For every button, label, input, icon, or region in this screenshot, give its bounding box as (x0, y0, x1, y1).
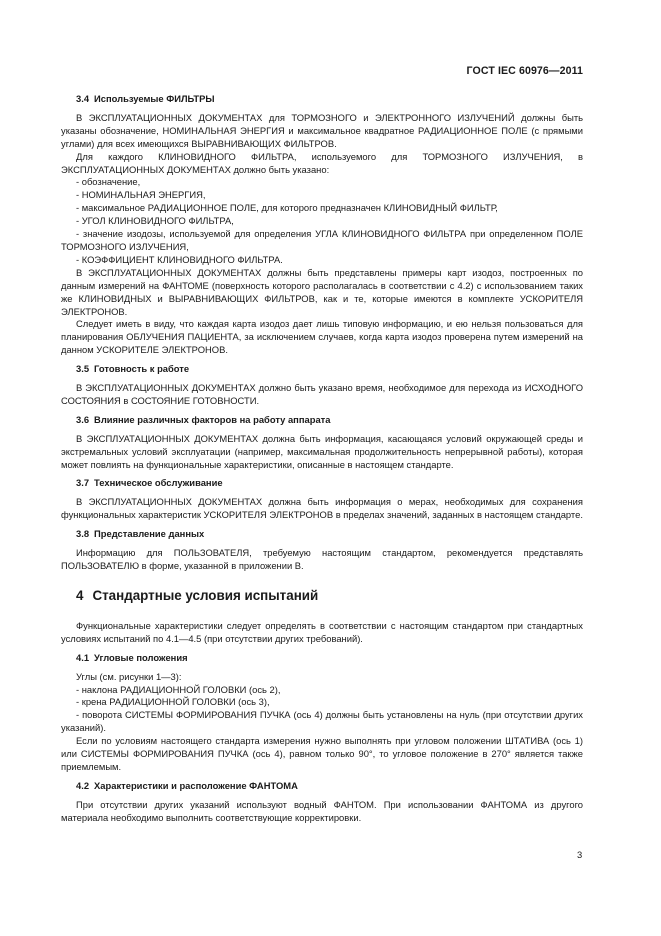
list-item: - максимальное РАДИАЦИОННОЕ ПОЛЕ, для которого предназначен КЛИНОВИДНЫЙ ФИЛЬТР, (76, 202, 498, 214)
list-item: - УГОЛ КЛИНОВИДНОГО ФИЛЬТРА, (76, 215, 234, 227)
paragraph: Функциональные характеристики следует определять в соответствии с настоящим стандартом при стандартных условиях испытаний по 4.1—4.5 (при отсутствии других требований). (61, 619, 583, 644)
list-item: - КОЭФФИЦИЕНТ КЛИНОВИДНОГО ФИЛЬТРА. (76, 253, 283, 265)
list-intro: Углы (см. рисунки 1—3): (76, 670, 182, 682)
section-3-5-heading (61, 363, 583, 376)
paragraph: Следует иметь в виду, что каждая карта изодоз дает лишь типовую информацию, и ею нельзя пользоваться для планирования ОБЛУЧЕНИЯ ПАЦИЕНТА, за исключением случаев, когда карта изодоз проверена путем измерений на данном УСКОРИТЕЛЕ ЭЛЕКТРОНОВ. (61, 318, 583, 356)
section-3-8-heading (61, 528, 583, 541)
paragraph: Для каждого КЛИНОВИДНОГО ФИЛЬТРА, используемого для ТОРМОЗНОГО ИЗЛУЧЕНИЯ, в ЭКСПЛУАТАЦИОННЫХ ДОКУМЕНТАХ должно быть указано: (61, 150, 583, 175)
section-4-2-heading (61, 780, 583, 793)
list-item: - обозначение, (76, 176, 141, 188)
section-number: 3.5 (76, 363, 90, 375)
paragraph: В ЭКСПЛУАТАЦИОННЫХ ДОКУМЕНТАХ должны быть представлены примеры карт изодоз, построенных по данным измерений на ФАНТОМЕ (поверхность которого располагалась в соответствии с 4.2) с использованием таких же КЛИНОВИДНЫХ и ВЫРАВНИВАЮЩИХ ФИЛЬТРОВ, как и те, которые имеются в комплекте УСКОРИТЕЛЯ ЭЛЕКТРОНОВ. (61, 266, 583, 317)
section-number: 3.7 (76, 477, 90, 489)
section-3-7-heading (61, 477, 583, 490)
paragraph: Если по условиям настоящего стандарта измерения нужно выполнять при угловом положении ШТАТИВА (ось 1) или СИСТЕМЫ ФОРМИРОВАНИЯ ПУЧКА (ось 4), равном только 90°, то угловое положение в 270° является также приемлемым. (61, 735, 583, 772)
section-number: 4.2 (76, 779, 90, 791)
paragraph: В ЭКСПЛУАТАЦИОННЫХ ДОКУМЕНТАХ должна быть информация о мерах, необходимых для сохранения функциональных характеристик УСКОРИТЕЛЯ ЭЛЕКТРОНОВ в пределах значений, заданных в настоящем стандарте. (61, 496, 583, 521)
list-item: - наклона РАДИАЦИОННОЙ ГОЛОВКИ (ось 2), (76, 683, 281, 695)
section-title: Характеристики и расположение ФАНТОМА (94, 779, 298, 791)
paragraph: При отсутствии других указаний используют водный ФАНТОМ. При использовании ФАНТОМА из другого материала необходимо выполнить соответствующие корректировки. (61, 798, 583, 823)
paragraph: В ЭКСПЛУАТАЦИОННЫХ ДОКУМЕНТАХ для ТОРМОЗНОГО и ЭЛЕКТРОННОГО ИЗЛУЧЕНИЙ должны быть указаны обозначение, НОМИНАЛЬНАЯ ЭНЕРГИЯ и максимальное квадратное РАДИАЦИОННОЕ ПОЛЕ (с прямыми углами) для всех имеющихся ВЫРАВНИВАЮЩИХ ФИЛЬТРОВ. (61, 111, 583, 149)
section-4-1-heading (61, 652, 583, 665)
section-title: Представление данных (94, 528, 205, 540)
section-4-heading (61, 587, 583, 604)
section-3-6-heading (61, 414, 583, 427)
page-number: 3 (577, 849, 583, 860)
document-header: ГОСТ IEC 60976—2011 (466, 65, 583, 77)
section-title: Готовность к работе (94, 363, 190, 375)
section-title: Влияние различных факторов на работу аппарата (94, 413, 331, 425)
section-title: Стандартные условия испытаний (92, 587, 319, 603)
list-item: - поворота СИСТЕМЫ ФОРМИРОВАНИЯ ПУЧКА (ось 4) должны быть установлены на нуль (при отсутствии других указаний). (61, 709, 583, 734)
section-number: 3.6 (76, 413, 90, 425)
list-item: - НОМИНАЛЬНАЯ ЭНЕРГИЯ, (76, 189, 206, 201)
list-item: - крена РАДИАЦИОННОЙ ГОЛОВКИ (ось 3), (76, 696, 270, 708)
document-body (61, 93, 583, 825)
paragraph: В ЭКСПЛУАТАЦИОННЫХ ДОКУМЕНТАХ должна быть информация, касающаяся условий окружающей среды и экстремальных условий эксплуатации (например, максимальная продолжительность непрерывной работы), которая может повлиять на функциональные характеристики, описанные в настоящем стандарте. (61, 432, 583, 470)
section-number: 3.8 (76, 528, 90, 540)
section-title: Техническое обслуживание (94, 477, 223, 489)
list-item: - значение изодозы, используемой для определения УГЛА КЛИНОВИДНОГО ФИЛЬТРА при определенном ПОЛЕ ТОРМОЗНОГО ИЗЛУЧЕНИЯ, (61, 228, 583, 252)
section-number: 4 (76, 587, 84, 603)
paragraph: Информацию для ПОЛЬЗОВАТЕЛЯ, требуемую настоящим стандартом, рекомендуется представлять ПОЛЬЗОВАТЕЛЮ в форме, указанной в приложении В. (61, 547, 583, 571)
section-number: 3.4 (76, 93, 90, 104)
paragraph: В ЭКСПЛУАТАЦИОННЫХ ДОКУМЕНТАХ должно быть указано время, необходимое для перехода из ИСХОДНОГО СОСТОЯНИЯ в СОСТОЯНИЕ ГОТОВНОСТИ. (61, 382, 583, 406)
section-number: 4.1 (76, 651, 90, 663)
section-3-4-heading (61, 93, 583, 106)
section-title: Используемые ФИЛЬТРЫ (94, 93, 215, 104)
section-title: Угловые положения (94, 651, 188, 663)
